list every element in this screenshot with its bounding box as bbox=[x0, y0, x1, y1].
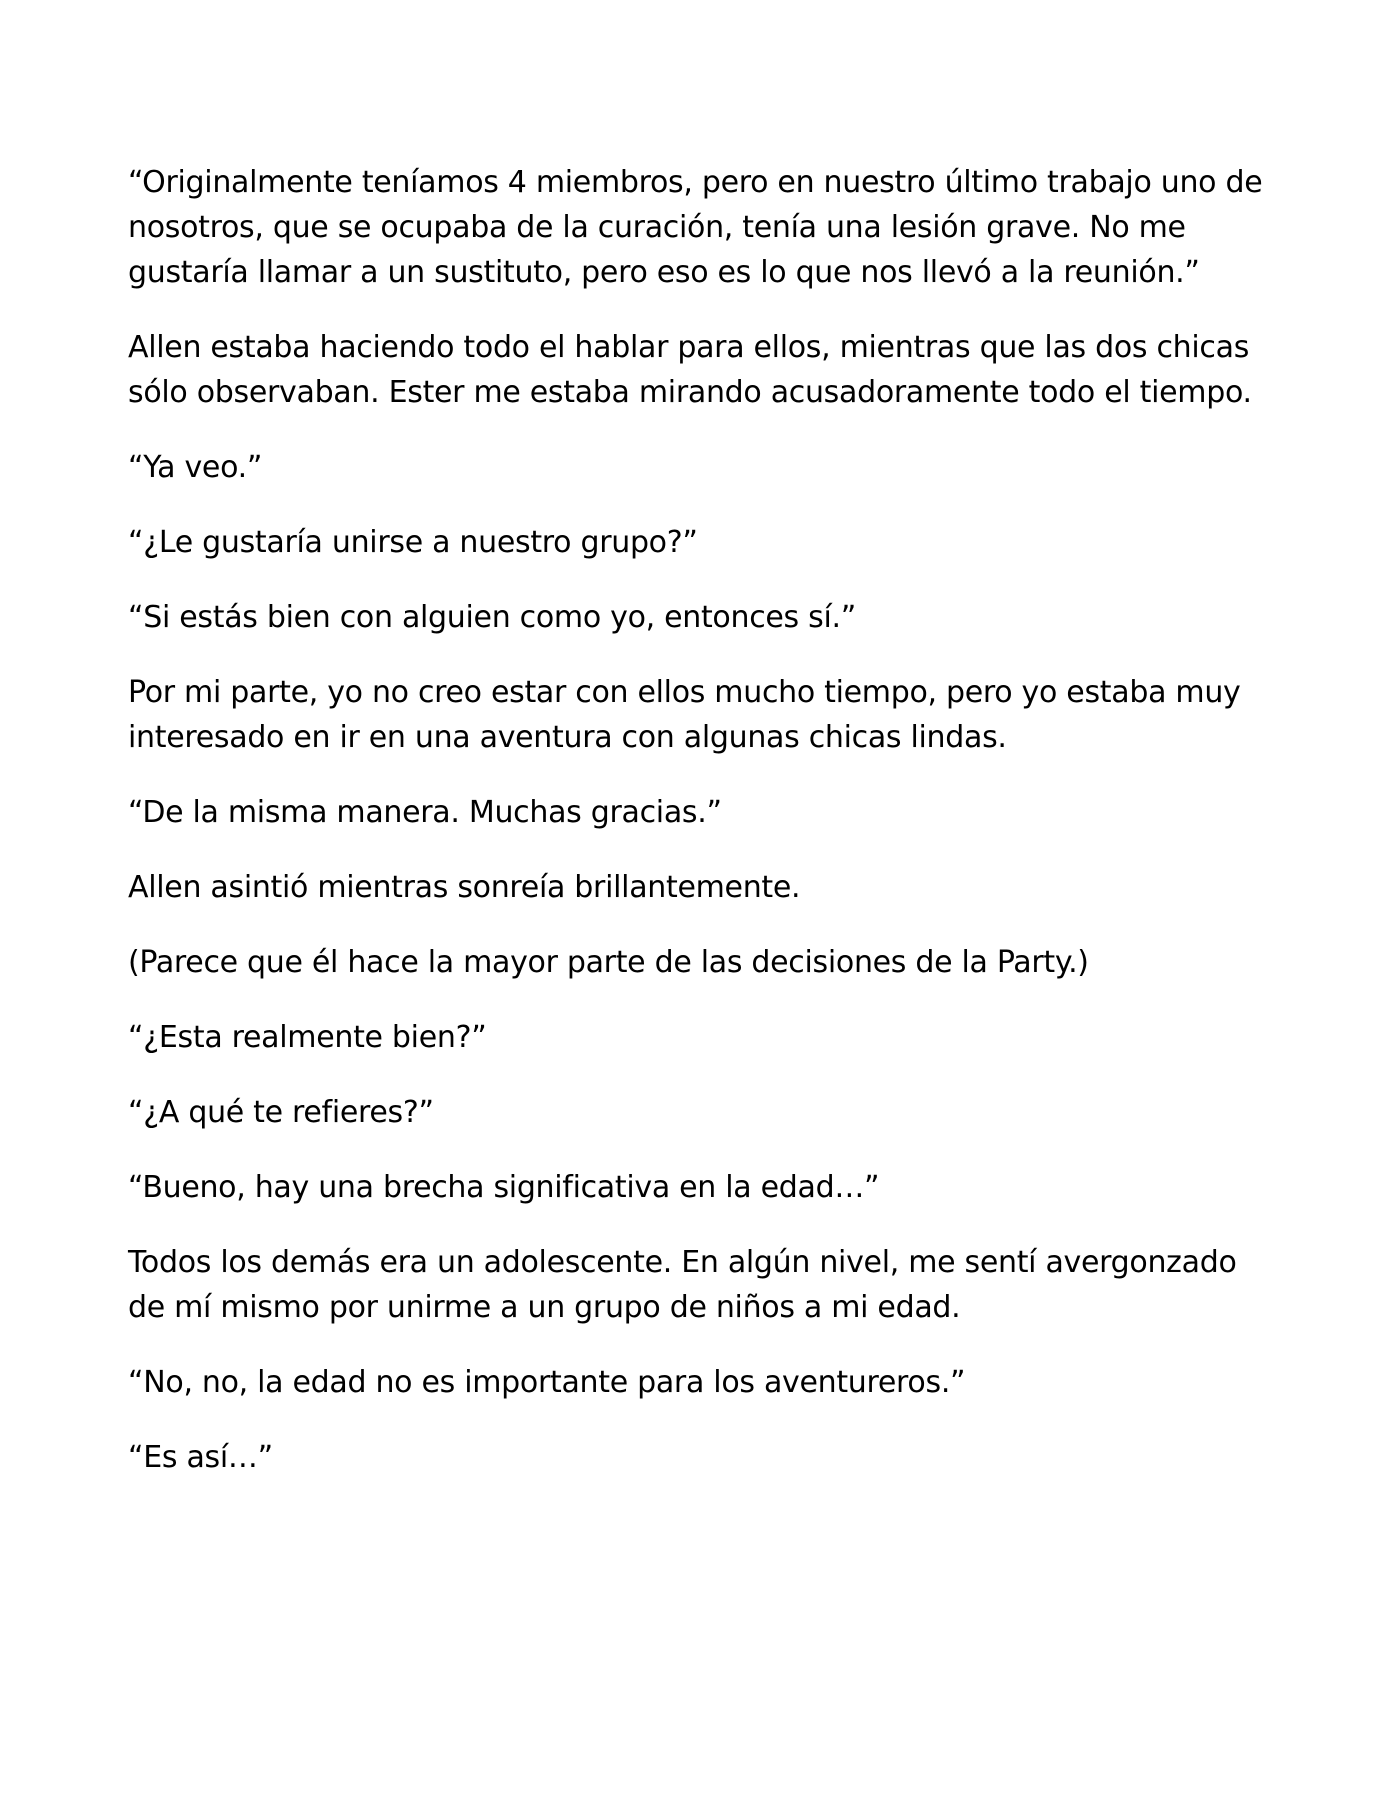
paragraph: “Si estás bien con alguien como yo, entonces sí.” bbox=[128, 600, 856, 635]
paragraph: Allen estaba haciendo todo el hablar para ellos, mientras que las dos chicas sólo observaban. Ester me estaba mirando acusadoramente todo el tiempo. bbox=[128, 330, 1252, 410]
paragraph: “De la misma manera. Muchas gracias.” bbox=[128, 795, 722, 830]
paragraph: “¿Le gustaría unirse a nuestro grupo?” bbox=[128, 525, 698, 560]
paragraph: “Bueno, hay una brecha significativa en la edad…” bbox=[128, 1170, 880, 1205]
paragraph: “No, no, la edad no es importante para los aventureros.” bbox=[128, 1365, 966, 1400]
paragraph: “¿A qué te refieres?” bbox=[128, 1095, 434, 1130]
paragraph: Allen asintió mientras sonreía brillantemente. bbox=[128, 870, 801, 905]
paragraph: Por mi parte, yo no creo estar con ellos mucho tiempo, pero yo estaba muy interesado en ir en una aventura con algunas chicas lindas. bbox=[128, 675, 1241, 755]
paragraph: (Parece que él hace la mayor parte de las decisiones de la Party.) bbox=[128, 945, 1089, 980]
paragraph: “Originalmente teníamos 4 miembros, pero en nuestro último trabajo uno de nosotros, que se ocupaba de la curación, tenía una lesión grave. No me gustaría llamar a un sustituto, pero eso es lo que nos llevó a la reunión.” bbox=[128, 165, 1263, 290]
paragraph: Todos los demás era un adolescente. En algún nivel, me sentí avergonzado de mí mismo por unirme a un grupo de niños a mi edad. bbox=[128, 1245, 1237, 1325]
document-body bbox=[128, 160, 1278, 1510]
paragraph: “Es así…” bbox=[128, 1440, 273, 1475]
paragraph: “Ya veo.” bbox=[128, 450, 263, 485]
paragraph: “¿Esta realmente bien?” bbox=[128, 1020, 487, 1055]
